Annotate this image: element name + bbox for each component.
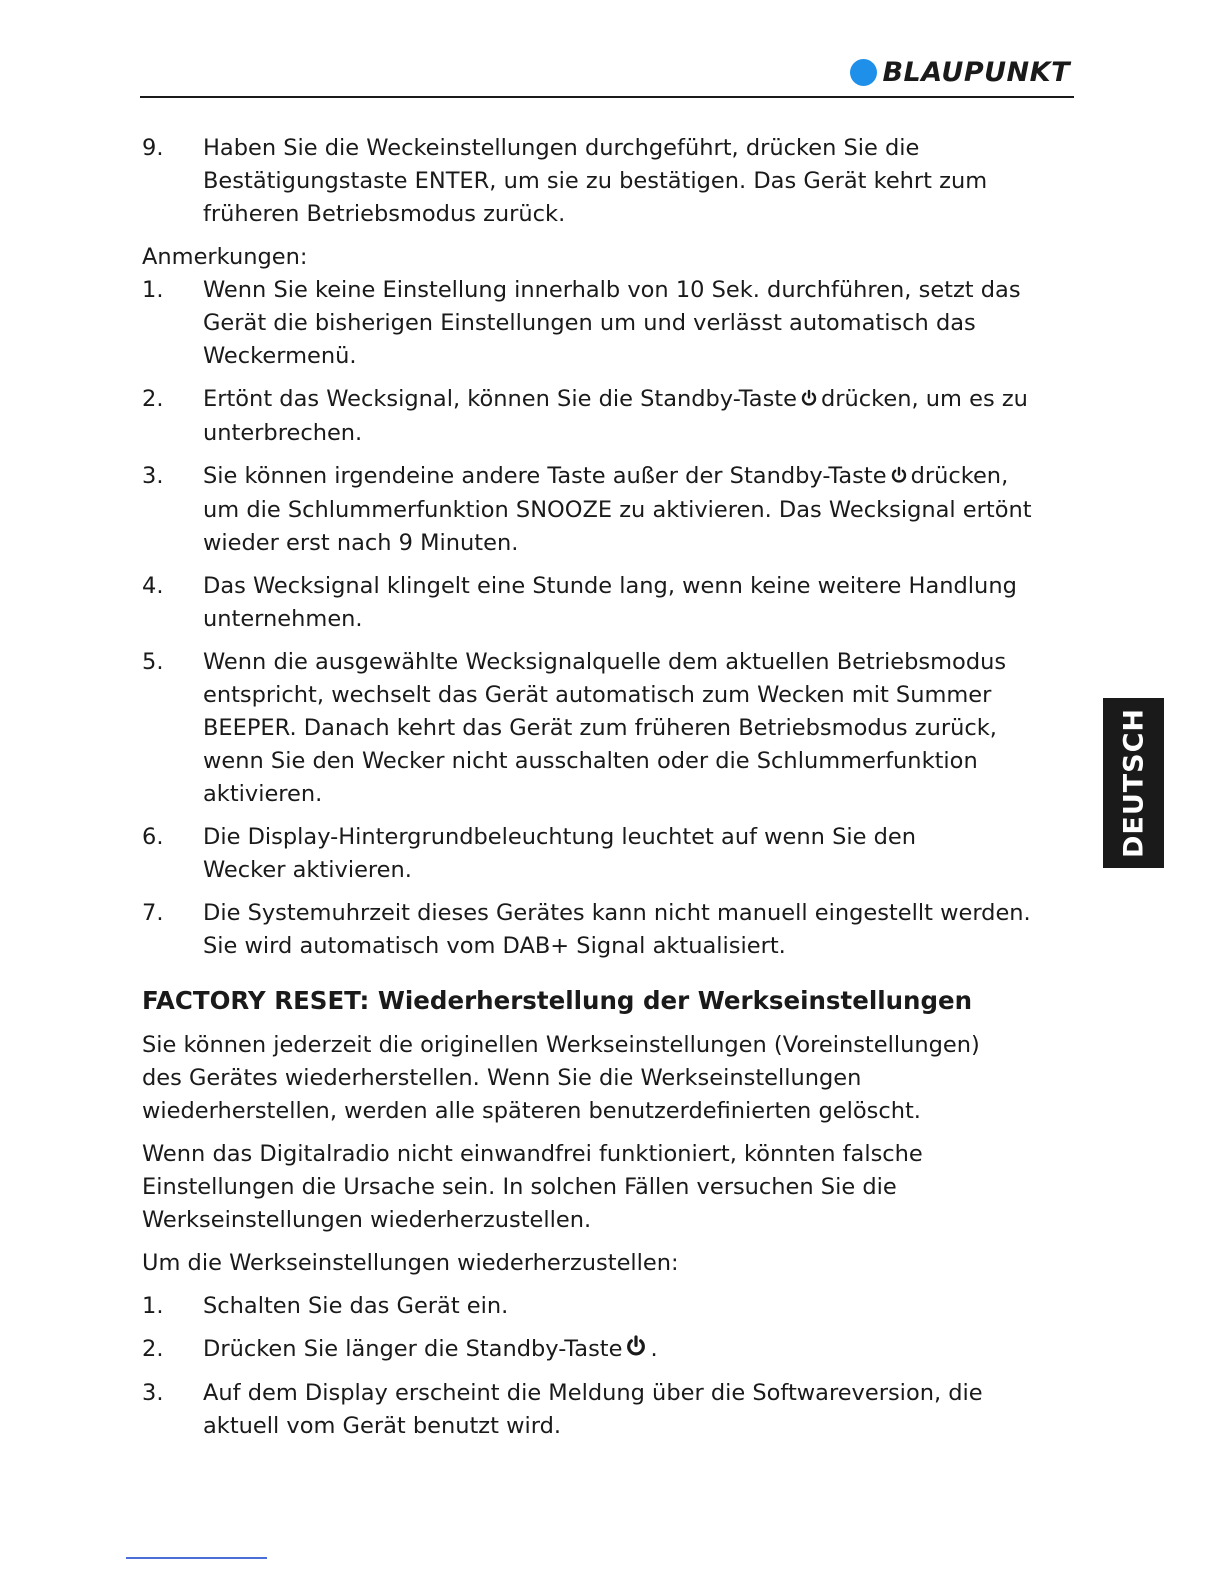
- text-line: Auf dem Display erscheint die Meldung über die Softwareversion, die: [203, 1380, 983, 1406]
- text-segment: drücken,: [910, 463, 1009, 489]
- logo-dot-icon: [850, 59, 877, 86]
- text-line: Die Display-Hintergrundbeleuchtung leuchtet auf wenn Sie den: [203, 824, 916, 850]
- note-number: 6.: [142, 824, 164, 850]
- text-line: aktuell vom Gerät benutzt wird.: [203, 1413, 562, 1439]
- text-line: des Gerätes wiederherstellen. Wenn Sie die Werkseinstellungen: [142, 1065, 862, 1091]
- text-line: Haben Sie die Weckeinstellungen durchgeführt, drücken Sie die: [203, 135, 920, 161]
- text-line: BEEPER. Danach kehrt das Gerät zum früheren Betriebsmodus zurück,: [203, 715, 997, 741]
- brand-logo: [850, 54, 1070, 90]
- note-2: [142, 383, 1082, 450]
- text-line: Werkseinstellungen wiederherzustellen.: [142, 1207, 592, 1233]
- reset-step-2: [142, 1333, 1082, 1367]
- notes-title: Anmerkungen:: [142, 244, 308, 270]
- text-line: Einstellungen die Ursache sein. In solchen Fällen versuchen Sie die: [142, 1174, 897, 1200]
- text-line: Schalten Sie das Gerät ein.: [203, 1293, 509, 1319]
- text-segment: Sie können irgendeine andere Taste außer der Standby-Taste: [203, 463, 887, 489]
- step-number: 9.: [142, 135, 164, 161]
- page-header: [140, 52, 1074, 98]
- power-icon: [800, 384, 818, 417]
- text-segment: .: [650, 1336, 658, 1362]
- steps-intro: Um die Werkseinstellungen wiederherzustellen:: [142, 1250, 679, 1276]
- power-icon: [890, 461, 908, 494]
- language-tab: [1103, 698, 1164, 868]
- note-7: [142, 897, 1082, 963]
- step-number: 3.: [142, 1380, 164, 1406]
- text-line: Gerät die bisherigen Einstellungen um und verlässt automatisch das: [203, 310, 976, 336]
- paragraph-2: [142, 1138, 1082, 1237]
- step-number: 1.: [142, 1293, 164, 1319]
- footer-line: [126, 1557, 267, 1559]
- note-1: [142, 274, 1082, 373]
- reset-step-1: [142, 1290, 1082, 1323]
- note-number: 3.: [142, 463, 164, 489]
- step-number: 2.: [142, 1336, 164, 1362]
- note-6: [142, 821, 1082, 887]
- note-number: 2.: [142, 386, 164, 412]
- text-line: wiederherstellen, werden alle späteren benutzerdefinierten gelöscht.: [142, 1098, 921, 1124]
- text-line: Sie wird automatisch vom DAB+ Signal aktualisiert.: [203, 933, 786, 959]
- text-line: wenn Sie den Wecker nicht ausschalten oder die Schlummerfunktion: [203, 748, 978, 774]
- text-segment: Ertönt das Wecksignal, können Sie die Standby-Taste: [203, 386, 797, 412]
- step-9: [142, 132, 1082, 231]
- text-line: Sie können jederzeit die originellen Werkseinstellungen (Voreinstellungen): [142, 1032, 980, 1058]
- text-line: Weckermenü.: [203, 343, 357, 369]
- text-segment: Drücken Sie länger die Standby-Taste: [203, 1336, 623, 1362]
- note-number: 5.: [142, 649, 164, 675]
- language-tab-label: DEUTSCH: [1118, 707, 1149, 859]
- reset-step-3: [142, 1377, 1082, 1443]
- paragraph-1: [142, 1029, 1082, 1128]
- page-content: [142, 132, 1082, 1453]
- text-line: Wenn die ausgewählte Wecksignalquelle dem aktuellen Betriebsmodus: [203, 649, 1007, 675]
- text-line: unterbrechen.: [203, 420, 363, 446]
- text-line: wieder erst nach 9 Minuten.: [203, 530, 519, 556]
- text-line: Bestätigungstaste ENTER, um sie zu bestätigen. Das Gerät kehrt zum: [203, 168, 988, 194]
- text-line: Das Wecksignal klingelt eine Stunde lang, wenn keine weitere Handlung: [203, 573, 1017, 599]
- note-5: [142, 646, 1082, 811]
- note-number: 7.: [142, 900, 164, 926]
- text-line: früheren Betriebsmodus zurück.: [203, 201, 566, 227]
- note-number: 4.: [142, 573, 164, 599]
- text-line: unternehmen.: [203, 606, 363, 632]
- note-3: [142, 460, 1082, 560]
- text-line: Die Systemuhrzeit dieses Gerätes kann nicht manuell eingestellt werden.: [203, 900, 1031, 926]
- text-line: Wenn das Digitalradio nicht einwandfrei funktioniert, könnten falsche: [142, 1141, 923, 1167]
- note-4: [142, 570, 1082, 636]
- note-number: 1.: [142, 277, 164, 303]
- section-heading: FACTORY RESET: Wiederherstellung der Werkseinstellungen: [142, 986, 973, 1015]
- text-line: entspricht, wechselt das Gerät automatisch zum Wecken mit Summer: [203, 682, 992, 708]
- text-line: Wecker aktivieren.: [203, 857, 412, 883]
- power-icon: [625, 1334, 647, 1367]
- text-line: um die Schlummerfunktion SNOOZE zu aktivieren. Das Wecksignal ertönt: [203, 497, 1032, 523]
- brand-name: BLAUPUNKT: [882, 56, 1070, 88]
- text-line: aktivieren.: [203, 781, 323, 807]
- text-segment: drücken, um es zu: [820, 386, 1028, 412]
- text-line: Wenn Sie keine Einstellung innerhalb von 10 Sek. durchführen, setzt das: [203, 277, 1021, 303]
